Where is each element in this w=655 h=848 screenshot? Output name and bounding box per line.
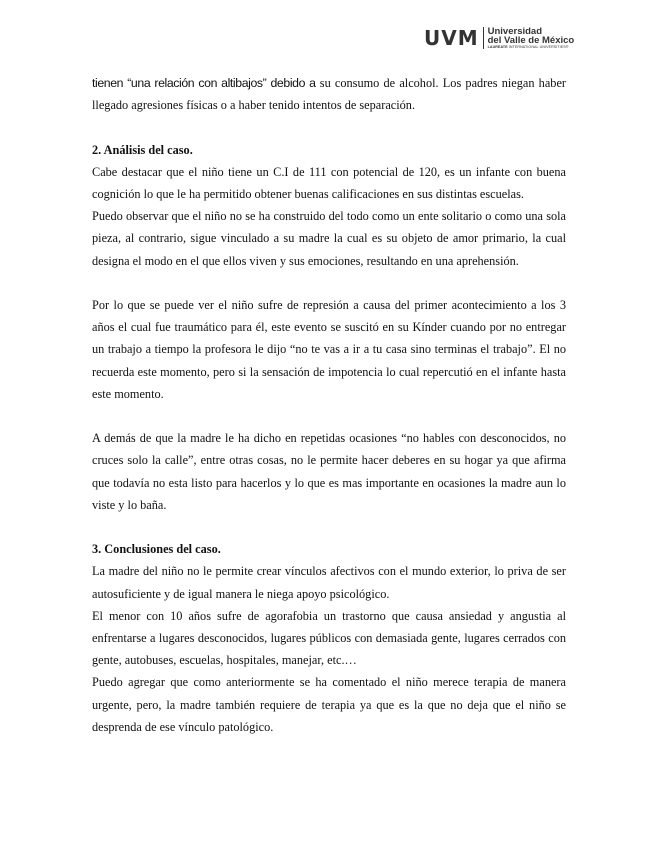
logo-name-line: del Valle de México (487, 34, 575, 46)
logo-network-brand: LAUREATE (487, 44, 508, 49)
logo-university-line: Universidad (487, 25, 543, 37)
spacer (92, 516, 566, 538)
paragraph: Por lo que se puede ver el niño sufre de represión a causa del primer acontecimiento a los 3 años el cual fue traumático para él, este evento se suscitó en su Kínder cuando por no entregar un trabajo a tiempo la profesora le dijo “no te vas a ir a tu casa sino terminas el trabajo”. El no recuerda este momento, pero si la sensación de impotencia lo cual repercutió en el infante hasta este momento. (92, 298, 566, 401)
logo-network-rest: INTERNATIONAL UNIVERSITIES® (507, 44, 569, 49)
logo-network-line (488, 45, 575, 50)
document-body (92, 72, 566, 738)
spacer (92, 272, 566, 294)
paragraph-continuation-rest: su consumo de alcohol. Los padres niegan haber llegado agresiones físicas o a haber tenido intentos de separación. (92, 76, 566, 113)
paragraph-continuation (92, 72, 566, 116)
section-heading-analysis: 2. Análisis del caso. (92, 142, 193, 157)
logo-text (488, 27, 575, 50)
logo-mark: UVM (424, 26, 479, 50)
spacer (92, 405, 566, 427)
paragraph: Puedo agregar que como anteriormente se ha comentado el niño merece terapia de manera urgente, pero, la madre también requiere de terapia ya que es la que no deja que el niño se desprenda de ese vínculo patológico. (92, 675, 566, 734)
paragraph: Cabe destacar que el niño tiene un C.I de 111 con potencial de 120, es un infante con buena cognición lo que le ha permitido obtener buenas calificaciones en sus distintas escuelas. (92, 164, 566, 201)
paragraph-continuation-lead: tienen “una relación con altibajos” debido a (92, 76, 316, 90)
paragraph: A demás de que la madre le ha dicho en repetidas ocasiones “no hables con desconocidos, no cruces solo la calle”, entre otras cosas, no le permite hacer deberes en su hogar ya que afirma que todavía no esta listo para hacerlos y lo que es mas importante en ocasiones la madre aun lo viste y lo baña. (92, 431, 566, 512)
spacer (92, 116, 566, 138)
logo-divider (483, 27, 484, 49)
paragraph: El menor con 10 años sufre de agorafobia un trastorno que causa ansiedad y angustia al enfrentarse a lugares desconocidos, lugares públicos con demasiada gente, lugares cerrados con gente, autobuses, escuelas, hospitales, manejar, etc.… (92, 608, 566, 668)
uvm-logo (424, 27, 574, 49)
section-heading-conclusions: 3. Conclusiones del caso. (92, 542, 221, 557)
paragraph: Puedo observar que el niño no se ha construido del todo como un ente solitario o como una sola pieza, al contrario, sigue vinculado a su madre la cual es su objeto de amor primario, la cual designa el modo en el que ellos viven y sus emociones, resultando en una aprehensión. (92, 209, 566, 268)
paragraph: La madre del niño no le permite crear vínculos afectivos con el mundo exterior, lo priva de ser autosuficiente y de igual manera le niega apoyo psicológico. (92, 564, 566, 601)
